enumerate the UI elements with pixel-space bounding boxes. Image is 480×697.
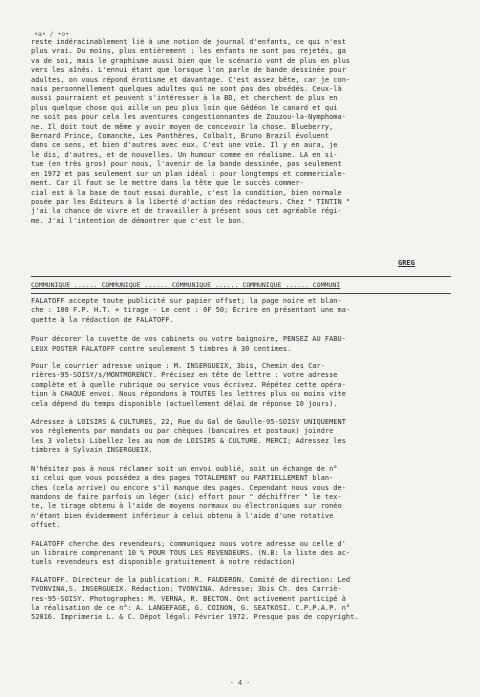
notice-line: vos règlements par mandats ou par chèques (bancaires et postaux) joindre: [31, 427, 334, 436]
editorial-line: ne. Il doit tout de même y avoir moyen de concevoir la chose. Blueberry,: [31, 122, 334, 131]
notice-line: 52016. Imprimerie L. & C. Dépot légal: Février 1972. Presque pas de copyright.: [31, 613, 359, 622]
editorial-line: me. J'ai l'intention de démontrer que c'est le bon.: [31, 216, 246, 225]
notice-line: un libraire comprenant 10 % POUR TOUS LES REVENDEURS. (N.B: la liste des ac-: [31, 548, 351, 557]
editorial-line: en 1972 et pas seulement sur un plan idéal : pour longtemps et commerciale-: [31, 169, 346, 178]
notice-line: te, le tirage obtenu à l'aide de moyens normaux ou électroniques sur ronéo: [31, 502, 342, 511]
notice-line: Pour décorer la cuvette de vos cabinets ou votre baignoire, PENSEZ AU FABU-: [31, 335, 346, 344]
editorial-line: va de soi, mais le graphisme aussi bien que le scénario vont de plus en plus: [31, 56, 351, 65]
notice-paragraph: [31, 335, 453, 354]
editorial-line: vers les aînés. L'ennui étant que lorsque l'on parle de bande dessinée pour: [31, 66, 346, 75]
editorial-line: adultes, on vous répond érotisme et davantage. C'est assez bête, car je con-: [31, 75, 351, 84]
notice-paragraph: [31, 465, 453, 531]
notice-line: tuels revendeurs est disponible gratuitement à notre rédaction): [31, 558, 296, 567]
editorial-line: le dis, d'autres, et de nouvelles. Un humour comme en réalisme. LA en si-: [31, 150, 338, 159]
notice-line: FALATOFF accepte toute publicité sur papier offset; la page noire et blan-: [31, 297, 342, 305]
editorial-line: tue (en très gros) pour nous, l'avenir de la bande dessinée, pas seulement: [31, 160, 342, 169]
notice-line: N'hésitez pas à nous réclamer soit un envoi oublié, soit un échange de n°: [31, 464, 338, 473]
notice-line: si celui que vous possédez a des pages TOTALEMENT ou PARTIELLEMENT blan-: [31, 474, 334, 483]
divider-bottom: [31, 293, 451, 294]
author-signature: GREG: [398, 259, 415, 267]
editorial-line: aussi pourraient et peuvent s'intéresser à la BD, et cherchent de plus en: [31, 94, 338, 103]
notice-line: Adressez à LOISIRS & CULTURES, 22, Rue du Gal de Gaulle-95-SOISY UNIQUEMENT: [31, 418, 346, 427]
notice-paragraph: [31, 418, 453, 456]
notice-line: TVONVINA,S. INSERGUEIX. Rédaction: TVONVINA. Adresse: 3bis Ch. des Carriè-: [31, 585, 342, 594]
notice-line: ches (cela arrive) ou encore s'il manque des pages. Cependant nous vous de-: [31, 483, 346, 492]
editorial-line: plus vrai. Du moins, plus entièrement : les enfants ne sont pas rejetés, ga: [31, 47, 346, 56]
editorial-line: j'ai la chance de vivre et de travailler à présent sous cet agréable régi-: [31, 207, 342, 216]
notice-line: rières-95-SOISY/s/MONTMORENCY. Précisez en tête de lettre : votre adresse: [31, 371, 338, 380]
editorial-line: posée par les Éditeurs à la liberté d'action des rédacteurs. Chez " TINTIN ": [31, 197, 351, 206]
notice-line: n'étant bien évidemment inférieur à celui obtenu à l'aide d'une rotative: [31, 511, 334, 520]
notice-line: mandons de faire parfois un léger (sic) effort pour " déchiffrer " le tex-: [31, 492, 342, 501]
notice-line: timbres à Sylvain INSERGUEIX.: [31, 446, 153, 455]
notice-line: offset.: [31, 521, 61, 530]
editorial-line: reste indéracinablement lié à une notion de journal d'enfants, ce qui n'est: [31, 38, 346, 46]
notice-line: Pour le courrier adresse unique : M. INSERGUEIX, 3bis, Chemin des Car-: [31, 362, 325, 371]
notice-line: tion à CHAQUE envoi. Nous répondons à TOUTES les lettres plus ou moins vite: [31, 390, 346, 399]
communique-banner: COMMUNIQUE ...... COMMUNIQUE ...... COMMUNIQUE ...... COMMUNIQUE ...... COMMUNI: [31, 281, 341, 289]
notice-line: les 3 volets) Libellez les au nom de LOISIRS & CULTURE. MERCI; Adressez les: [31, 436, 346, 445]
editorial-line: ment. Car il faut se le mettre dans la tête que le succès commer-: [31, 179, 304, 188]
editorial-line: nais personnellement quelques adultes qui ne sont pas des obsédés. Ceux-là: [31, 85, 342, 94]
notice-paragraph: [31, 297, 453, 325]
notice-line: FALATOFF cherche des revendeurs; communiquez nous votre adresse ou celle d': [31, 539, 346, 548]
editorial-line: plus quelque chose qui aille un peu plus loin que Gédéon le canard et qui: [31, 103, 338, 112]
notice-line: che : 100 F.P. H.T. + tirage - Le cent : 0F 50; Écrire en présentant une ma-: [31, 306, 351, 315]
notice-line: complète et à quelle rubrique ou service vous écrivez. Répétez cette opéra-: [31, 380, 346, 389]
editorial-column: [31, 38, 453, 226]
notice-line: cela dépend du temps disponible (actuellement délai de réponse 10 jours).: [31, 399, 338, 408]
notice-paragraph: [31, 540, 453, 568]
editorial-line: dans ce sens, et bien d'autres avec eux. C'est une voie. Il y en aura, je: [31, 141, 338, 150]
page-header-mark: •a• / •o•: [34, 30, 70, 38]
editorial-line: Bernard Prince, Comanche, Les Panthères, Colbalt, Bruno Brazil évoluent: [31, 132, 330, 141]
notice-line: la réalisation de ce n°: A. LANGEFAGE, G. COINON, G. SEATKOSI. C.P.P.A.P. n°: [31, 603, 351, 612]
divider-top: [31, 276, 451, 277]
notices-column: [31, 297, 453, 623]
notice-line: res-95-SOISY. Photographes: M. VERNA, R. BECTON. Ont activement participé à: [31, 594, 346, 603]
page-number: - 4 -: [229, 679, 251, 687]
editorial-line: cial est à la base de tout essai durable, c'est la condition, bien normale: [31, 188, 342, 197]
notice-paragraph: [31, 362, 453, 409]
notice-paragraph: [31, 576, 453, 623]
notice-line: FALATOFF. Directeur de la publication: R. FAUDERON. Comité de direction: Led: [31, 575, 351, 584]
editorial-line: ne soit pas pour cela les aventures congestionnantes de Zouzou-la-Nymphoma-: [31, 113, 346, 122]
notice-line: quette à la rédaction de FALATOFF.: [31, 315, 174, 324]
notice-line: LEUX POSTER FALATOFF contre seulement 5 timbres à 30 centimes.: [31, 344, 292, 353]
